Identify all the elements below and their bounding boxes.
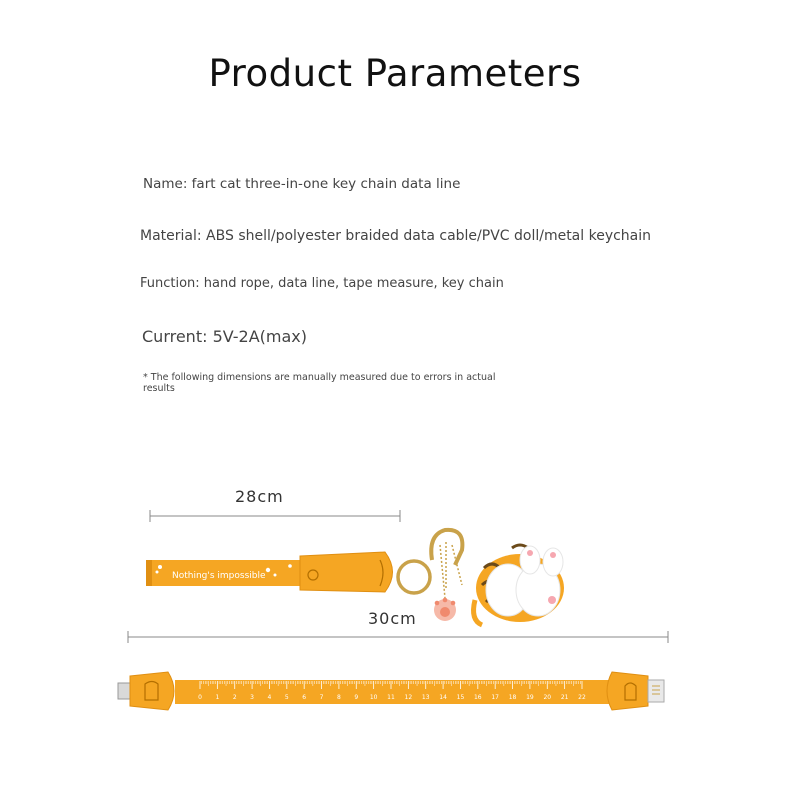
param-material: Material: ABS shell/polyester braided data cable/PVC doll/metal keychain [140,228,652,244]
param-current: Current: 5V-2A(max) [142,327,307,346]
ruler-tick-label: 20 [543,694,552,701]
ruler-tick-label: 22 [578,694,586,701]
ruler-tick-label: 5 [284,694,289,701]
keychain-hardware [398,530,462,621]
ruler-tick-label: 14 [439,694,447,701]
ruler-tick-label: 17 [491,694,500,701]
hand-strap [146,552,393,592]
ruler-tick-label: 3 [250,694,255,701]
dimension-28cm-label: 28cm [235,487,284,506]
tape-measure-cable [118,672,664,710]
measurement-note: * The following dimensions are manually measured due to errors in actual results [143,372,496,394]
ruler-tick-label: 1 [215,694,220,701]
strap-text: Nothing's impossible [172,571,266,581]
dimension-30cm-label: 30cm [368,609,417,628]
ruler-tick-label: 19 [526,694,534,701]
ruler-tick-label: 18 [508,694,517,701]
page-title: Product Parameters [208,52,582,95]
param-name: Name: fart cat three-in-one key chain data line [143,176,461,192]
ruler-tick-label: 9 [354,694,359,701]
ruler-tick-label: 4 [267,694,272,701]
ruler-tick-label: 7 [319,694,324,701]
cat-doll [474,545,564,625]
ruler-tick-label: 15 [456,694,465,701]
ruler-tick-label: 11 [387,694,395,701]
ruler-tick-label: 0 [198,694,202,701]
dimension-line-28cm [150,510,400,522]
param-function: Function: hand rope, data line, tape measure, key chain [140,276,504,291]
ruler-tick-label: 12 [404,694,413,701]
ruler-tick-label: 13 [421,694,430,701]
ruler-tick-label: 2 [232,694,237,701]
ruler-tick-label: 8 [336,694,341,701]
ruler-tick-label: 6 [302,694,307,701]
dimension-line-30cm [128,631,668,643]
ruler-tick-label: 21 [560,694,569,701]
ruler-tick-label: 16 [473,694,482,701]
ruler-tick-label: 10 [369,694,378,701]
